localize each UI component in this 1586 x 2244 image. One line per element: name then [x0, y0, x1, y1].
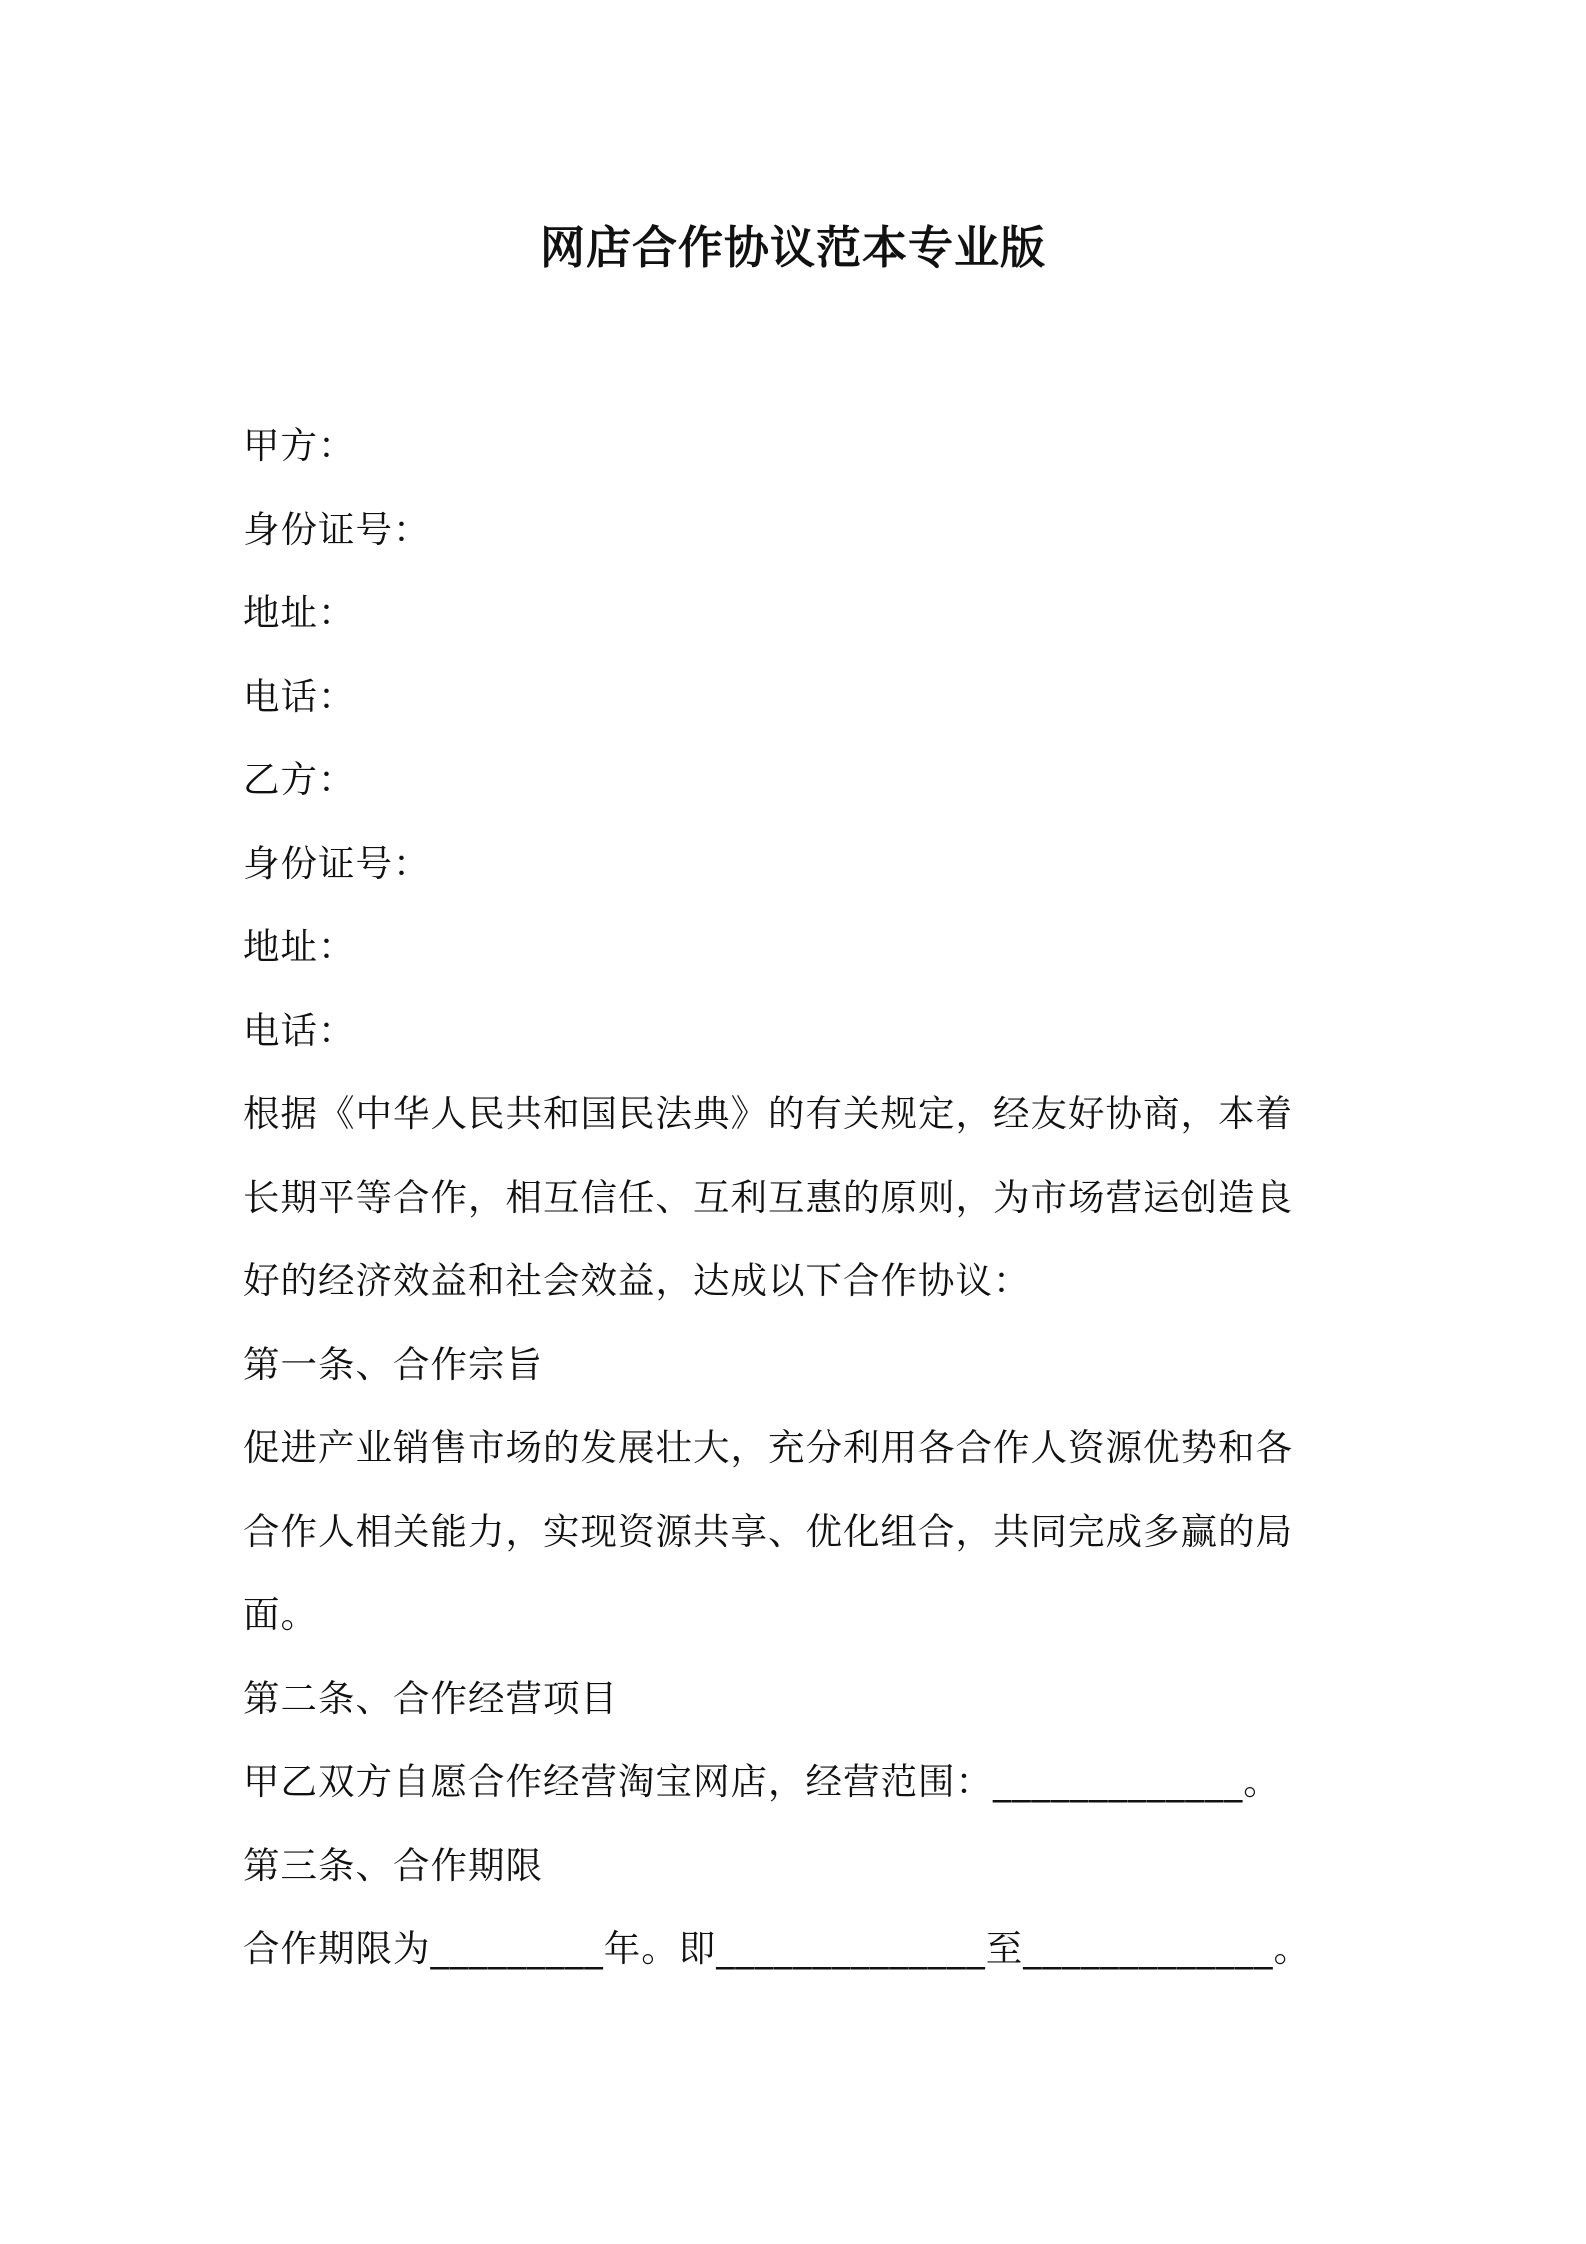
article-1-heading: 第一条、合作宗旨 [243, 1342, 543, 1386]
article-1-line-2: 合作人相关能力，实现资源共享、优化组合，共同完成多赢的局 [243, 1509, 1293, 1553]
article-3-heading: 第三条、合作期限 [243, 1843, 543, 1887]
party-b-address-label: 地址： [243, 925, 356, 968]
article-1-line-3: 面。 [243, 1593, 318, 1636]
party-b-label: 乙方： [243, 758, 356, 801]
party-a-label: 甲方： [243, 424, 356, 467]
article-3-line-1: 合作期限为_________年。即______________至_____________。 [243, 1927, 1311, 1970]
party-a-id-label: 身份证号： [243, 507, 431, 551]
preamble-line-3: 好的经济效益和社会效益，达成以下合作协议： [243, 1259, 1031, 1302]
document-body [243, 404, 1368, 1991]
article-2-heading: 第二条、合作经营项目 [243, 1676, 618, 1720]
party-a-phone-label: 电话： [243, 674, 356, 718]
party-b-phone-label: 电话： [243, 1008, 356, 1052]
party-a-address-label: 地址： [243, 591, 356, 634]
preamble-line-1: 根据《中华人民共和国民法典》的有关规定，经友好协商，本着 [243, 1092, 1293, 1135]
article-1-line-1: 促进产业销售市场的发展壮大，充分利用各合作人资源优势和各 [243, 1426, 1293, 1469]
article-2-line-1: 甲乙双方自愿合作经营淘宝网店，经营范围：_____________。 [243, 1760, 1281, 1803]
preamble-line-2: 长期平等合作，相互信任、互利互惠的原则，为市场营运创造良 [243, 1175, 1293, 1219]
party-b-id-label: 身份证号： [243, 841, 431, 885]
document-title: 网店合作协议范本专业版 [539, 221, 1046, 274]
